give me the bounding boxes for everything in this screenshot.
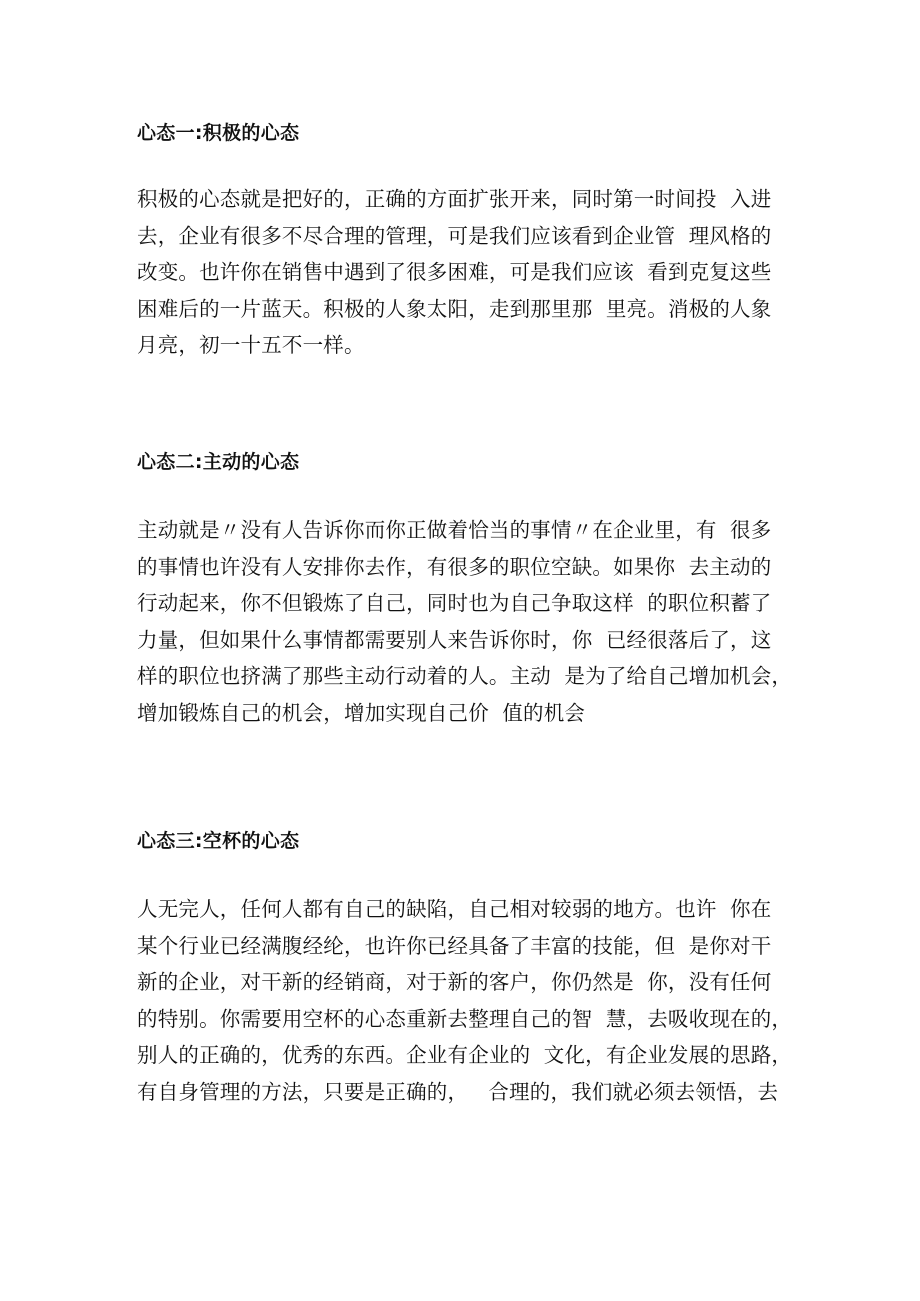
paragraph-line: 月亮，初一十五不一样。 — [137, 333, 365, 357]
paragraph-line: 人无完人，任何人都有自己的缺陷，自己相对较弱的地方。也许 你在 — [137, 897, 772, 921]
section-paragraph-3 — [137, 891, 797, 1110]
paragraph-line: 改变。也许你在销售中遇到了很多困难，可是我们应该 看到克复这些 — [137, 260, 772, 284]
paragraph-line: 行动起来，你不但锻炼了自己，同时也为自己争取这样 的职位积蓄了 — [137, 591, 772, 615]
section-paragraph-2 — [137, 512, 797, 731]
paragraph-line: 困难后的一片蓝天。积极的人象太阳，走到那里那 里亮。消极的人象 — [137, 296, 772, 321]
paragraph-line: 力量，但如果什么事情都需要别人来告诉你时，你 已经很落后了，这 — [137, 627, 772, 652]
paragraph-line: 的事情也许没有人安排你去作，有很多的职位空缺。如果你 去主动的 — [137, 554, 772, 579]
paragraph-line: 增加锻炼自己的机会，增加实现自己价 值的机会 — [137, 700, 586, 725]
paragraph-line: 的特别。你需要用空杯的心态重新去整理自己的智 慧，去吸收现在的， — [137, 1006, 793, 1031]
section-heading-1: 心态一:积极的心态 — [137, 122, 300, 144]
section-heading-2: 心态二:主动的心态 — [137, 451, 300, 473]
paragraph-line: 有自身管理的方法，只要是正确的， 合理的，我们就必须去领悟，去 — [137, 1079, 779, 1104]
paragraph-line: 新的企业，对干新的经销商，对于新的客户，你仍然是 你，没有任何 — [137, 970, 772, 994]
section-heading-3: 心态三:空杯的心态 — [137, 830, 300, 852]
paragraph-line: 别人的正确的，优秀的东西。企业有企业的 文化，有企业发展的思路， — [137, 1043, 793, 1067]
paragraph-line: 去，企业有很多不尽合理的管理，可是我们应该看到企业管 理风格的 — [137, 223, 772, 248]
paragraph-line: 样的职位也挤满了那些主动行动着的人。主动 是为了给自己增加机会， — [137, 664, 793, 688]
paragraph-line: 主动就是〃没有人告诉你而你正做着恰当的事情〃在企业里，有 很多 — [137, 518, 772, 542]
section-paragraph-1 — [137, 181, 797, 364]
paragraph-line: 某个行业已经满腹经纶，也许你已经具备了丰富的技能，但 是你对干 — [137, 933, 772, 958]
paragraph-line: 积极的心态就是把好的，正确的方面扩张开来，同时第一时间投 入进 — [137, 187, 772, 211]
